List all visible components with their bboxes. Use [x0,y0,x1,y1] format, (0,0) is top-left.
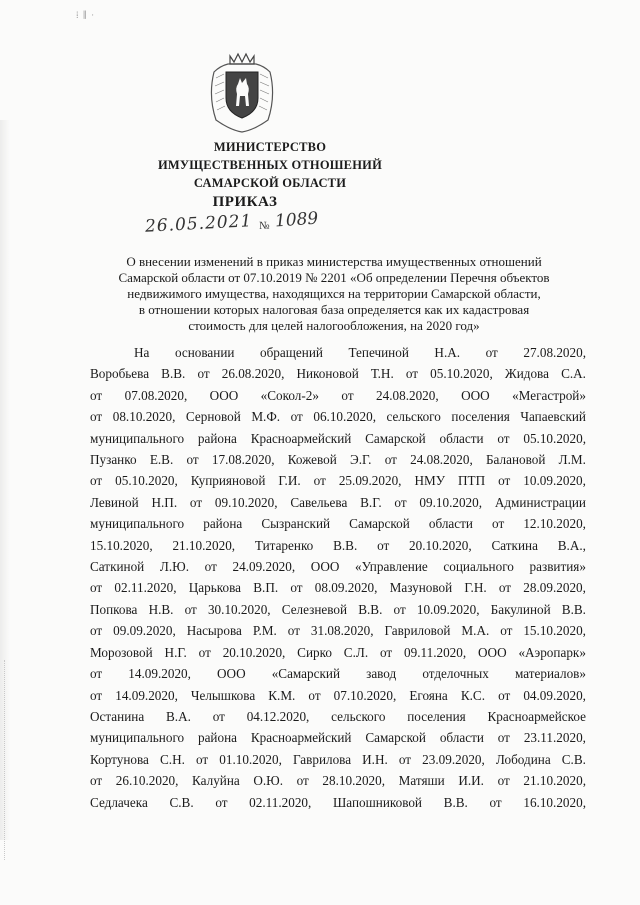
body-word: муниципального [90,430,185,446]
body-word: В.Г. [360,494,382,510]
body-line [90,770,586,791]
order-subject [90,254,578,334]
body-word: от [313,473,326,489]
body-word: 23.11.2020, [523,730,586,746]
body-word: муниципального [90,730,185,746]
body-word: от [189,494,203,510]
body-word: 10.09.2020, [523,473,586,489]
body-word: 26.10.2020, [115,773,179,789]
body-word: Матяши [398,773,445,789]
body-line [90,685,586,706]
body-word: от [489,794,502,810]
body-word: отделочных [422,666,489,682]
body-word: На [134,345,150,360]
body-word: Н.Г. [164,644,187,660]
subject-line: в отношении которых налоговая база определяется как их кадастровая [138,302,530,317]
body-word: области [439,730,484,746]
body-word: сельского [331,708,386,724]
body-word: ООО [461,387,490,403]
body-word: поселения [407,708,466,724]
body-line [90,385,586,406]
body-word: В.В. [333,537,358,553]
body-word: 25.09.2020, [338,473,402,489]
body-word: Р.М. [252,623,277,639]
body-word: 04.09.2020, [523,687,586,703]
body-word: от [290,580,303,596]
body-word: Шапошниковой [332,794,422,810]
body-line [90,342,586,363]
body-word: Бакулиной [490,601,551,617]
body-word: Гавриловой [384,623,451,639]
body-word: Сирко [297,644,332,660]
body-line [90,620,586,641]
body-word: Егояна [409,687,448,703]
body-word: социального [443,559,514,575]
body-word: от [186,452,199,468]
body-word: С.А. [561,366,586,382]
body-line [90,406,586,427]
body-word: 05.10.2020, [523,430,586,446]
body-word: от [379,644,393,660]
body-word: 09.11.2020, [404,644,467,660]
body-word: Мазуновой [389,580,453,596]
body-word: от [377,537,390,553]
body-word: от [215,794,228,810]
body-word: И.И. [458,773,484,789]
body-word: от [497,730,510,746]
body-word: Саткиной [90,559,145,575]
body-word: С.В. [169,794,194,810]
body-word: В.В. [561,601,586,617]
body-word: от [308,687,321,703]
body-word: Сызранский [261,516,331,532]
body-word: Е.В. [149,452,174,468]
body-word: от [341,387,354,403]
body-word: В.В. [443,794,468,810]
body-line [90,749,586,770]
body-word: от [497,430,510,446]
body-word: района [197,430,237,446]
body-word: В.В. [358,601,383,617]
body-word: от [90,387,103,403]
body-word: обращений [260,345,323,360]
body-word: К.С. [460,687,486,703]
body-word: от [198,644,211,660]
body-word: Н.В. [148,601,174,617]
scan-edge-dots [4,660,9,860]
body-word: «Самарский [271,666,341,682]
body-word: от [90,409,103,425]
body-word: 12.10.2020, [523,516,586,532]
body-word: Красноармейский [250,430,352,446]
handwritten-number: 1089 [274,208,319,232]
body-word: Красноармейское [487,708,586,724]
body-word: 28.09.2020, [523,580,586,596]
body-word: 01.10.2020, [219,751,282,767]
body-word: от [497,773,510,789]
body-word: 14.09.2020, [115,687,178,703]
body-word: Морозовой [90,644,153,660]
body-word: Пузанко [90,452,137,468]
body-word: С.Л. [343,644,369,660]
body-word: 09.09.2020, [113,623,176,639]
body-word: развития» [529,559,586,575]
header-line: САМАРСКОЙ ОБЛАСТИ [193,176,347,190]
body-word: Самарской [365,730,426,746]
body-word: материалов» [514,666,586,682]
body-word: от [492,516,505,532]
body-word: 21.10.2020, [523,773,586,789]
body-word: от [296,773,309,789]
body-line [90,449,586,470]
handwritten-date: 26.05.2021 [144,211,253,237]
number-sign: № [259,220,270,232]
body-word: 24.09.2020, [232,559,296,575]
body-word: 16.10.2020, [523,794,586,810]
body-word: 20.10.2020, [222,644,286,660]
body-word: Балановой [485,452,546,468]
body-word: 26.08.2020, [221,366,285,382]
body-word: 14.09.2020, [128,666,191,682]
body-word: от [287,623,300,639]
body-word: В.А. [165,708,191,724]
body-word: от [384,452,397,468]
body-word: области [428,516,473,532]
body-word: 28.10.2020, [322,773,386,789]
body-word: от [398,751,412,767]
body-word: Лободина [495,751,551,767]
body-word: от [394,494,407,510]
body-word: от [197,366,210,382]
body-line [90,535,586,556]
body-word: ООО [217,666,246,682]
body-word: от [90,623,103,639]
body-word: Красноармейский [250,730,352,746]
body-word: Челышкова [190,687,256,703]
body-word: Жидова [504,366,549,382]
body-word: от [90,580,103,596]
body-word: поселения [451,409,510,425]
body-word: В.П. [253,580,279,596]
body-word: Самарской [349,516,410,532]
body-line [90,428,586,449]
body-line [90,470,586,491]
body-word: Л.М. [558,452,586,468]
body-line [90,556,586,577]
body-word: 07.08.2020, [124,387,188,403]
body-line [90,706,586,727]
body-word: от [90,473,103,489]
body-word: Титаренко [254,537,314,553]
body-word: Савельева [290,494,348,510]
body-word: от [204,559,217,575]
body-word: 15.10.2020, [90,537,153,553]
body-word: Насырова [186,623,242,639]
subject-line: О внесении изменений в приказ министерства имущественных отношений [126,254,542,269]
body-word: от [290,409,303,425]
body-word: 09.10.2020, [419,494,483,510]
body-word: основании [174,345,235,360]
scan-artifact: ⁞ ∥ · [76,10,96,20]
body-word: М.А. [461,623,490,639]
body-word: О.Ю. [253,773,284,789]
body-word: района [203,516,243,532]
body-word: 23.09.2020, [422,751,485,767]
body-line [90,599,586,620]
body-line [90,792,586,813]
body-line [90,513,586,534]
body-word: 10.09.2020, [416,601,480,617]
body-word: ПТП [458,473,486,489]
body-word: от [90,687,103,703]
body-word: Чапаевский [520,409,586,425]
body-word: Серновой [185,409,241,425]
body-word: Воробьева [90,366,150,382]
body-word: района [197,730,237,746]
body-word: от [195,751,209,767]
order-body [90,342,586,813]
body-word: 04.12.2020, [246,708,310,724]
body-word: Э.Г. [350,452,372,468]
body-word: от [405,366,419,382]
body-word: Седлачека [90,794,148,810]
body-word: НМУ [414,473,446,489]
body-word: от [90,773,103,789]
body-word: от [500,623,513,639]
body-word: от [90,666,103,682]
body-word: Администрации [494,494,586,510]
body-word: 08.09.2020, [314,580,378,596]
body-word: «Управление [355,559,428,575]
order-title: ПРИКАЗ [212,194,278,210]
body-word: И.Н. [362,751,388,767]
body-word: от [485,345,498,360]
body-word: Г.Н. [464,580,487,596]
body-word: Попкова [90,601,138,617]
body-word: Кожевой [287,452,337,468]
body-word: завод [366,666,397,682]
body-word: 30.10.2020, [207,601,271,617]
body-word: Саткина [491,537,538,553]
subject-line: недвижимого имущества, находящихся на территории Самарской области, [127,286,541,301]
body-word: Г.И. [278,473,301,489]
body-word: от [498,473,511,489]
body-word: Тепечиной [348,345,409,360]
body-word: области [439,430,484,446]
samara-coat-of-arms-icon [206,50,278,134]
body-line [90,363,586,384]
body-word: ООО [209,387,239,403]
body-word: Калуйна [192,773,240,789]
body-word: В.А., [557,537,586,553]
body-word: от [212,708,225,724]
body-word: 21.10.2020, [172,537,236,553]
body-word: К.М. [268,687,296,703]
body-word: 24.08.2020, [376,387,439,403]
body-word: Гаврилова [292,751,352,767]
body-line [90,492,586,513]
body-word: Самарской [365,430,426,446]
header-line: МИНИСТЕРСТВО [213,140,327,154]
body-word: 05.10.2020, [115,473,178,489]
body-word: «Аэропарк» [518,644,586,660]
body-word: сельского [386,409,441,425]
body-word: 08.10.2020, [112,409,176,425]
body-line [90,577,586,598]
body-word: Царькова [188,580,242,596]
body-line [90,727,586,748]
body-word: от [184,601,197,617]
body-word: С.Н. [159,751,185,767]
body-word: Кортунова [90,751,149,767]
body-word: 31.08.2020, [310,623,374,639]
body-word: В.В. [161,366,186,382]
body-word: от [393,601,406,617]
body-word: Т.Н. [370,366,394,382]
body-word: 27.08.2020, [523,345,586,360]
body-word: Куприяновой [190,473,266,489]
body-word: 02.11.2020, [249,794,312,810]
body-word: «Мегастрой» [512,387,586,403]
subject-line: стоимость для целей налогообложения, на 2020 год» [188,318,480,333]
body-word: Селезневой [281,601,348,617]
body-line [90,642,586,663]
subject-line: Самарской области от 07.10.2019 № 2201 «Об определении Перечня объектов [118,270,550,285]
body-word: 15.10.2020, [523,623,586,639]
body-word: 05.10.2020, [430,366,493,382]
body-word: «Сокол-2» [260,387,319,403]
body-word: ООО [478,644,507,660]
order-date-number [144,208,325,242]
body-word: от [498,687,511,703]
body-word: 07.10.2020, [333,687,397,703]
body-word: М.Ф. [251,409,281,425]
body-word: от [498,580,512,596]
body-word: Левиной [90,494,139,510]
body-word: муниципального [90,516,185,532]
body-word: ООО [310,559,340,575]
body-word: Н.П. [151,494,178,510]
body-word: Л.Ю. [159,559,189,575]
body-word: 20.10.2020, [409,537,472,553]
header-line: ИМУЩЕСТВЕННЫХ ОТНОШЕНИЙ [157,158,382,172]
body-word: 06.10.2020, [313,409,376,425]
body-word: 09.10.2020, [214,494,278,510]
body-word: Никоновой [296,366,359,382]
ministry-header [100,138,440,192]
body-word: 17.08.2020, [211,452,275,468]
body-word: 24.08.2020, [410,452,473,468]
body-word: 02.11.2020, [114,580,177,596]
body-word: С.В. [561,751,586,767]
body-word: Останина [90,708,145,724]
body-line [90,663,586,684]
body-word: Н.А. [434,345,461,360]
